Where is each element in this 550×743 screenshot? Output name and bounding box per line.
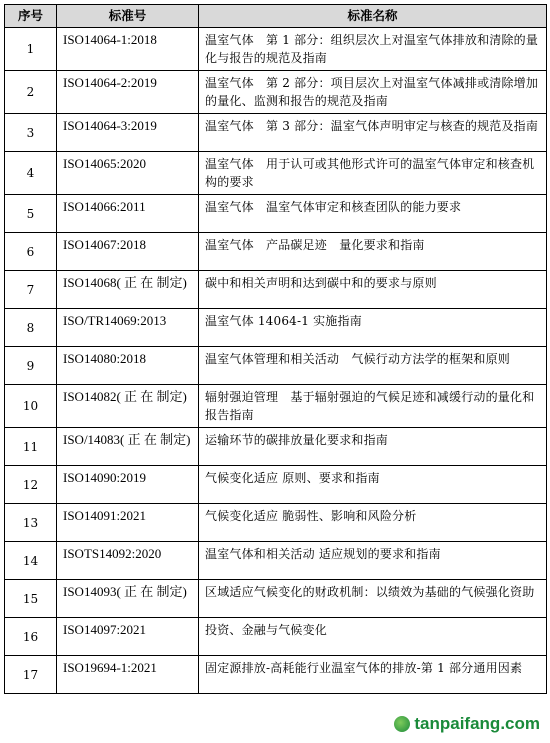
row-serial-number: 2 (5, 71, 57, 114)
row-serial-number: 10 (5, 385, 57, 428)
row-standard-name: 辐射强迫管理 基于辐射强迫的气候足迹和减缓行动的量化和报告指南 (199, 385, 547, 428)
row-standard-name: 碳中和相关声明和达到碳中和的要求与原则 (199, 271, 547, 309)
row-standard-code: ISO14090:2019 (57, 466, 199, 504)
row-standard-name: 温室气体 14064-1 实施指南 (199, 309, 547, 347)
table-row (5, 504, 547, 542)
row-standard-code: ISO14065:2020 (57, 152, 199, 195)
row-standard-code: ISO14064-3:2019 (57, 114, 199, 152)
row-serial-number: 7 (5, 271, 57, 309)
header-standard-name: 标准名称 (199, 5, 547, 28)
row-serial-number: 13 (5, 504, 57, 542)
row-standard-code: ISOTS14092:2020 (57, 542, 199, 580)
watermark (390, 713, 544, 735)
table-row (5, 580, 547, 618)
row-standard-name: 温室气体 产品碳足迹 量化要求和指南 (199, 233, 547, 271)
table-row (5, 618, 547, 656)
row-standard-code: ISO14082( 正 在 制定) (57, 385, 199, 428)
row-standard-code: ISO14064-2:2019 (57, 71, 199, 114)
table-row (5, 309, 547, 347)
row-serial-number: 1 (5, 28, 57, 71)
table-row (5, 271, 547, 309)
row-standard-code: ISO/14083( 正 在 制定) (57, 428, 199, 466)
row-serial-number: 4 (5, 152, 57, 195)
table-row (5, 28, 547, 71)
row-standard-name: 气候变化适应 脆弱性、影响和风险分析 (199, 504, 547, 542)
table-row (5, 466, 547, 504)
table-row (5, 233, 547, 271)
row-standard-code: ISO14066:2011 (57, 195, 199, 233)
row-standard-code: ISO14064-1:2018 (57, 28, 199, 71)
header-standard-code: 标准号 (57, 5, 199, 28)
table-row (5, 347, 547, 385)
row-standard-name: 气候变化适应 原则、要求和指南 (199, 466, 547, 504)
watermark-text: tanpaifang.com (414, 714, 540, 733)
row-standard-name: 温室气体 温室气体审定和核查团队的能力要求 (199, 195, 547, 233)
table-row (5, 656, 547, 694)
table-row (5, 152, 547, 195)
row-standard-code: ISO14093( 正 在 制定) (57, 580, 199, 618)
row-standard-name: 运输环节的碳排放量化要求和指南 (199, 428, 547, 466)
row-serial-number: 12 (5, 466, 57, 504)
table-row (5, 385, 547, 428)
row-standard-code: ISO14068( 正 在 制定) (57, 271, 199, 309)
row-standard-name: 温室气体管理和相关活动 气候行动方法学的框架和原则 (199, 347, 547, 385)
row-standard-code: ISO19694-1:2021 (57, 656, 199, 694)
row-standard-code: ISO14080:2018 (57, 347, 199, 385)
header-serial-number: 序号 (5, 5, 57, 28)
row-serial-number: 3 (5, 114, 57, 152)
row-standard-code: ISO14067:2018 (57, 233, 199, 271)
table-row (5, 428, 547, 466)
row-serial-number: 8 (5, 309, 57, 347)
standards-table (4, 4, 547, 694)
row-standard-code: ISO14097:2021 (57, 618, 199, 656)
leaf-logo-icon (394, 716, 410, 732)
row-standard-name: 温室气体和相关活动 适应规划的要求和指南 (199, 542, 547, 580)
row-standard-code: ISO14091:2021 (57, 504, 199, 542)
row-serial-number: 14 (5, 542, 57, 580)
row-serial-number: 11 (5, 428, 57, 466)
row-serial-number: 6 (5, 233, 57, 271)
row-standard-name: 投资、金融与气候变化 (199, 618, 547, 656)
row-standard-name: 温室气体 第 1 部分：组织层次上对温室气体排放和清除的量化与报告的规范及指南 (199, 28, 547, 71)
row-standard-name: 固定源排放-高耗能行业温室气体的排放-第 1 部分通用因素 (199, 656, 547, 694)
row-standard-name: 区域适应气候变化的财政机制：以绩效为基础的气候强化资助 (199, 580, 547, 618)
table-row (5, 114, 547, 152)
row-standard-name: 温室气体 第 3 部分：温室气体声明审定与核查的规范及指南 (199, 114, 547, 152)
table-row (5, 195, 547, 233)
row-standard-name: 温室气体 第 2 部分：项目层次上对温室气体减排或清除增加的量化、监测和报告的规范及指南 (199, 71, 547, 114)
row-standard-name: 温室气体 用于认可或其他形式许可的温室气体审定和核查机构的要求 (199, 152, 547, 195)
row-serial-number: 9 (5, 347, 57, 385)
table-row (5, 71, 547, 114)
row-serial-number: 17 (5, 656, 57, 694)
table-row (5, 542, 547, 580)
row-serial-number: 16 (5, 618, 57, 656)
row-serial-number: 5 (5, 195, 57, 233)
header-row (5, 5, 547, 28)
row-serial-number: 15 (5, 580, 57, 618)
row-standard-code: ISO/TR14069:2013 (57, 309, 199, 347)
